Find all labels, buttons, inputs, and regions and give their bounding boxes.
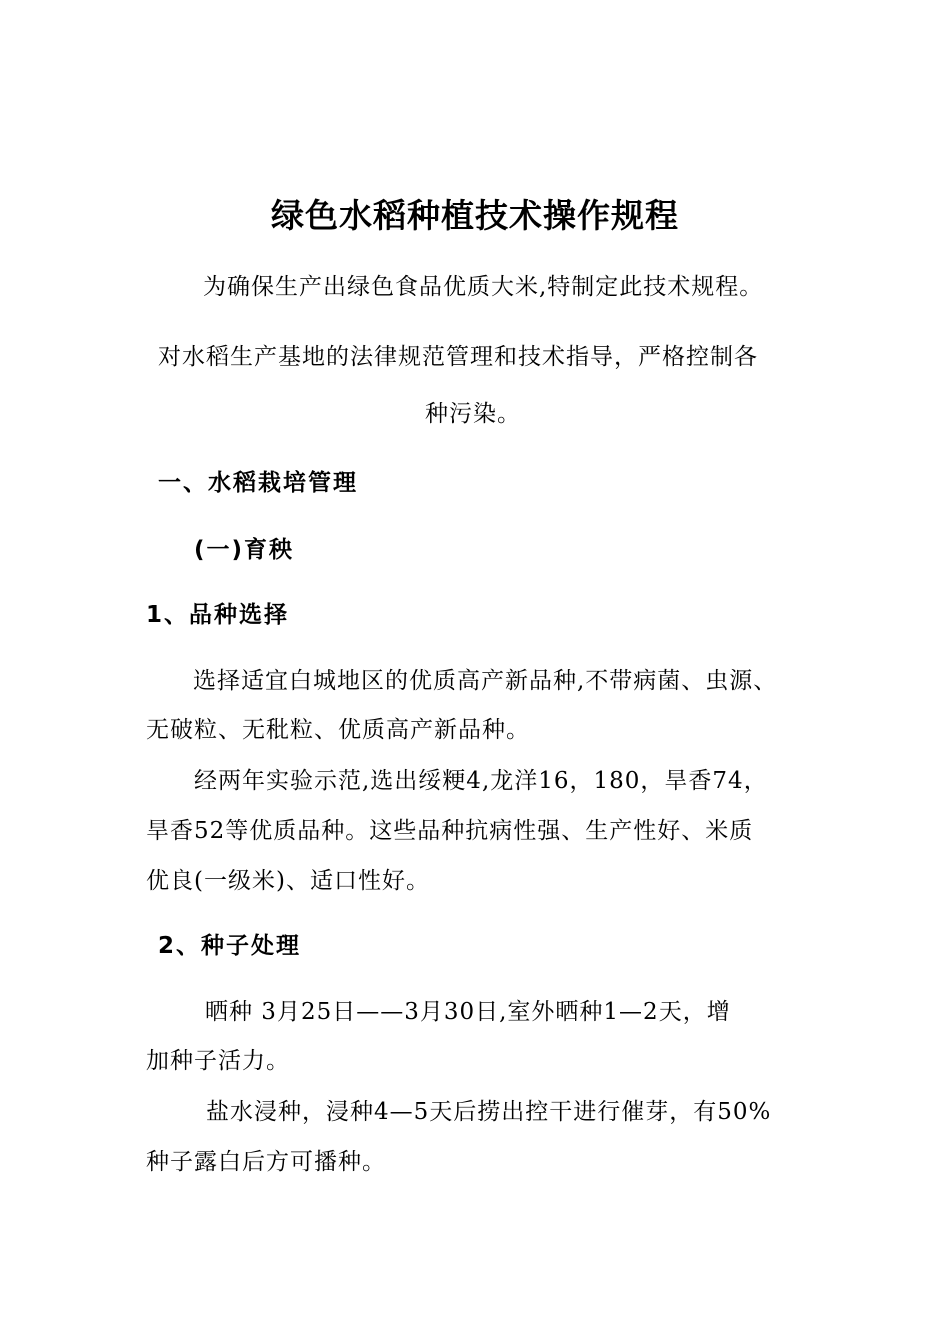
paragraph-line: 加种子活力。: [146, 1048, 290, 1074]
intro-line-1: 为确保生产出绿色食品优质大米,特制定此技术规程。: [203, 274, 764, 300]
paragraph-line: 优良(一级米)、适口性好。: [146, 868, 430, 894]
document-title: 绿色水稻种植技术操作规程: [271, 196, 679, 235]
subsection-heading: (一)育秧: [194, 537, 295, 563]
paragraph-line: 种子露白后方可播种。: [146, 1149, 386, 1175]
paragraph-line: 无破粒、无秕粒、优质高产新品种。: [146, 717, 530, 743]
item-heading-variety: 1、品种选择: [146, 602, 290, 628]
paragraph-line: 晒种 3月25日——3月30日,室外晒种1—2天，增: [205, 999, 731, 1025]
intro-line-3: 种污染。: [425, 401, 521, 427]
paragraph-line: 旱香52等优质品种。这些品种抗病性强、生产性好、米质: [146, 818, 754, 844]
item-heading-seed-treatment: 2、种子处理: [158, 933, 302, 959]
paragraph-line: 经两年实验示范,选出绥粳4,龙洋16，180，旱香74，: [194, 768, 768, 794]
paragraph-line: 选择适宜白城地区的优质高产新品种,不带病菌、虫源、: [193, 668, 778, 694]
paragraph-line: 盐水浸种，浸种4—5天后捞出控干进行催芽，有50%: [206, 1099, 772, 1125]
section-heading: 一、水稻栽培管理: [158, 470, 358, 496]
intro-line-2: 对水稻生产基地的法律规范管理和技术指导，严格控制各: [158, 344, 758, 370]
